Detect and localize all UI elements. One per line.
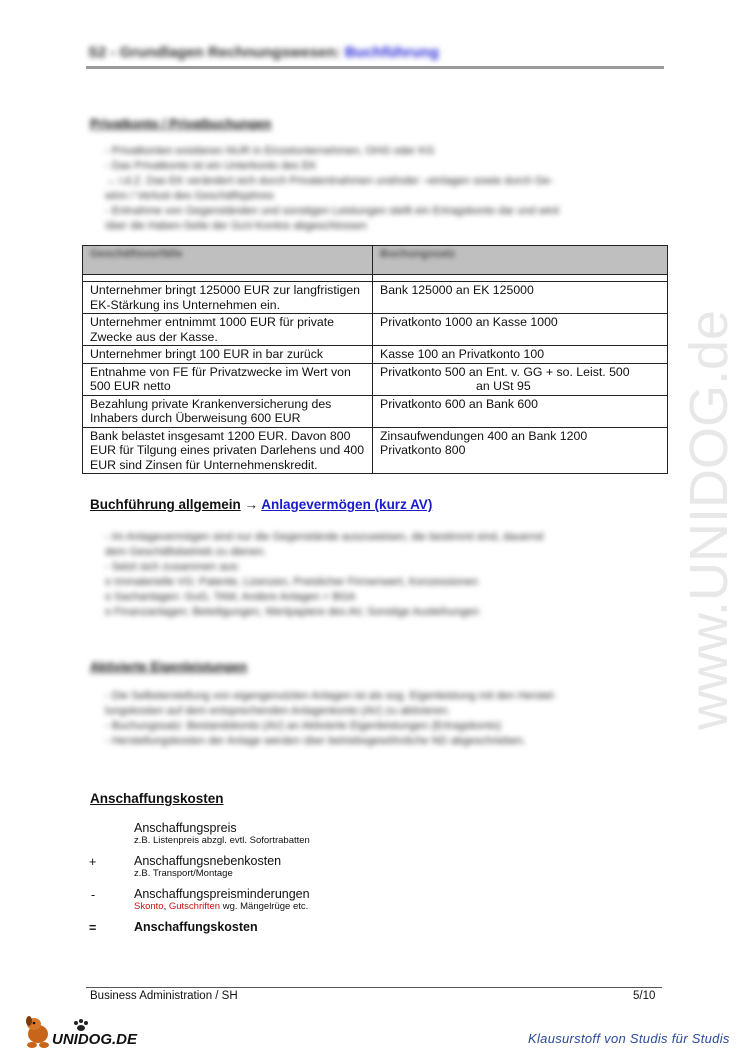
table-cell-buchung: Kasse 100 an Privatkonto 100 bbox=[373, 346, 668, 364]
table-cell-vorfall: Unternehmer bringt 125000 EUR zur langfristigen EK-Stärkung ins Unternehmen ein. bbox=[83, 282, 373, 314]
ak-line-main: Anschaffungspreisminderungen bbox=[134, 887, 310, 901]
table-cell-buchung: Privatkonto 1000 an Kasse 1000 bbox=[373, 314, 668, 346]
list-item: - Die Selbsterstellung von eigengenutzten Anlagen ist als sog. Eigenleistung mit den Herstel- bbox=[105, 690, 557, 702]
table-cell-vorfall: Bank belastet insgesamt 1200 EUR. Davon 800 EUR für Tilgung eines privaten Darlehens und 400 EUR sind Zinsen für Unternehmenskredit. bbox=[83, 427, 373, 474]
list-item: dem Geschäftsbetrieb zu dienen. bbox=[105, 546, 267, 558]
list-item: o Sachanlagen: GuG, TAM, Andere Anlagen + BGA bbox=[105, 591, 356, 603]
list-item: winn / Verlust des Geschäftsjahres bbox=[105, 190, 274, 202]
table-row bbox=[83, 395, 668, 427]
table-cell-vorfall: Unternehmer bringt 100 EUR in bar zurück bbox=[83, 346, 373, 364]
list-item: - Im Anlagevermögen sind nur die Gegenstände auszuweisen, die bestimmt sind, dauernd bbox=[105, 531, 544, 543]
ak-line-1 bbox=[134, 821, 310, 846]
watermark bbox=[655, 280, 750, 740]
table-cell-buchung: Zinsaufwendungen 400 an Bank 1200 Privatkonto 800 bbox=[373, 427, 668, 474]
buchungssatz-table bbox=[82, 245, 668, 474]
footer-left: Business Administration / SH bbox=[90, 990, 238, 1002]
table-row bbox=[83, 427, 668, 474]
ak-heading: Anschaffungskosten bbox=[90, 791, 224, 806]
list-item: - Herstellungskosten der Anlage werden über betriebsgewöhnliche ND abgeschrieben. bbox=[105, 735, 526, 747]
ak-result: Anschaffungskosten bbox=[134, 920, 258, 934]
table-header-cell: Geschäftsvorfälle bbox=[83, 246, 373, 275]
table-spacer-row bbox=[83, 275, 668, 282]
tagline: Klausurstoff von Studis für Studis bbox=[528, 1031, 730, 1046]
list-item: - Privatkonten existieren NUR in Einzelunternehmen, OHG oder KG bbox=[105, 145, 435, 157]
ak-line-2 bbox=[134, 854, 281, 879]
table-header-row bbox=[83, 246, 668, 275]
header-divider bbox=[86, 66, 664, 69]
av-heading-link: Anlagevermögen (kurz AV) bbox=[261, 497, 433, 512]
privat-heading: Privatkonto / Privatbuchungen bbox=[90, 117, 272, 131]
list-item: o Finanzanlagen: Beteiligungen, Wertpapiere des AV, Sonstige Ausleihungen bbox=[105, 606, 480, 618]
list-item: lungskosten auf dem entsprechenden Anlagenkonto (AV) zu aktivieren. bbox=[105, 705, 451, 717]
ak-line-main: Anschaffungsnebenkosten bbox=[134, 854, 282, 868]
aktiv-heading: Aktivierte Eigenleistungen bbox=[90, 660, 247, 674]
table-row bbox=[83, 363, 668, 395]
table-header-cell: Buchungssatz bbox=[373, 246, 668, 275]
table-row bbox=[83, 282, 668, 314]
av-bullets bbox=[105, 530, 543, 620]
table-cell-vorfall: Unternehmer entnimmt 1000 EUR für private Zwecke aus der Kasse. bbox=[83, 314, 373, 346]
table-cell-vorfall: Entnahme von FE für Privatzwecke im Wert von 500 EUR netto bbox=[83, 363, 373, 395]
list-item: - Buchungssatz: Bestandskonto (AV) an Aktivierte Eigenleistungen (Ertragskonto) bbox=[105, 720, 502, 732]
ak-op-plus: + bbox=[89, 855, 97, 869]
table-row bbox=[83, 314, 668, 346]
ak-line-3 bbox=[134, 887, 310, 912]
list-item: - Entnahme von Gegenständen und sonstigen Leistungen stellt ein Ertragskonto dar und wird bbox=[105, 205, 559, 217]
table-cell-vorfall: Bezahlung private Krankenversicherung des Inhabers durch Überweisung 600 EUR bbox=[83, 395, 373, 427]
svg-text:www.UNIDOG.de: www.UNIDOG.de bbox=[679, 309, 739, 730]
table-row bbox=[83, 346, 668, 364]
ak-line-sub: z.B. Transport/Montage bbox=[134, 868, 233, 879]
ak-line-sub: z.B. Listenpreis abzgl. evtl. Sofortrabatten bbox=[134, 835, 310, 846]
footer-divider bbox=[86, 987, 662, 988]
list-item: - Setzt sich zusammen aus: bbox=[105, 561, 241, 573]
list-item: über die Haben-Seite der GuV-Kontos abgeschlossen bbox=[105, 220, 367, 232]
privat-bullets bbox=[105, 144, 559, 234]
aktiv-bullets bbox=[105, 689, 556, 749]
table-cell-buchung: Privatkonto 500 an Ent. v. GG + so. Leist. 500 an USt 95 bbox=[373, 363, 668, 395]
list-item: o Immaterielle VG: Patente, Lizenzen, Preislicher Firmenwert, Konzessionen bbox=[105, 576, 478, 588]
list-item: - Das Privatkonto ist ein Unterkonto des EK bbox=[105, 160, 317, 172]
unidog-logo bbox=[22, 1012, 152, 1052]
table-cell-buchung: Privatkonto 600 an Bank 600 bbox=[373, 395, 668, 427]
page-number: 5/10 bbox=[633, 990, 656, 1002]
svg-text:UNIDOG.DE: UNIDOG.DE bbox=[52, 1031, 138, 1048]
av-heading: Buchführung allgemein → Anlagevermögen (kurz AV) bbox=[90, 497, 433, 512]
list-item: → i.d.Z. Das EK verändert sich durch Privatentnahmen und/oder –einlagen sowie durch Ge- bbox=[105, 175, 554, 187]
ak-line-sub: Skonto, Gutschriften wg. Mängelrüge etc. bbox=[134, 901, 309, 912]
ak-op-equals: = bbox=[89, 921, 97, 935]
ak-line-main: Anschaffungspreis bbox=[134, 821, 237, 835]
page-header-title: S2 - Grundlagen Rechnungswesen: Buchführung bbox=[88, 44, 439, 61]
ak-op-minus: - bbox=[91, 888, 96, 902]
table-cell-buchung: Bank 125000 an EK 125000 bbox=[373, 282, 668, 314]
